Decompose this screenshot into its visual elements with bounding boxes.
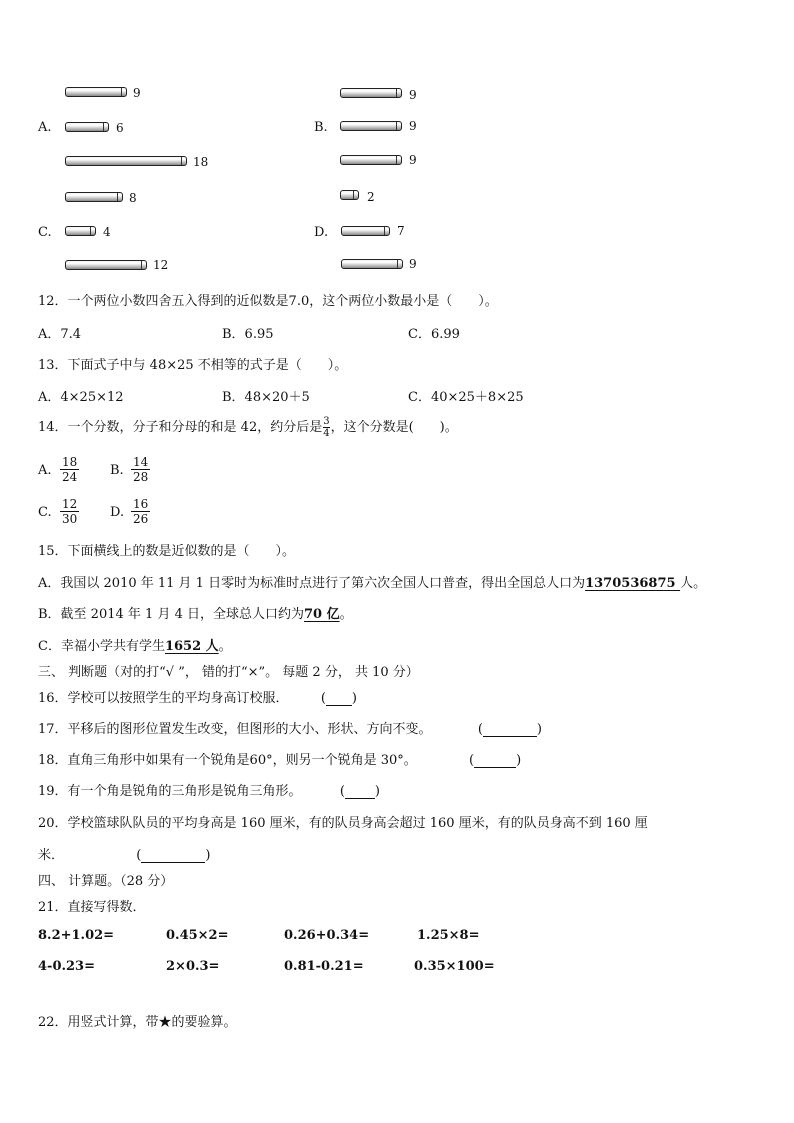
rod-a3 [65,156,187,166]
rod-a2-label: 6 [116,121,124,135]
q22-stem: 22．用竖式计算，带★的要验算。 [38,1015,237,1030]
q21-item-6: 2×0.3= [166,959,220,974]
rod-c3-label: 12 [153,258,169,272]
q14-stem [38,416,458,439]
rod-d2-label: 7 [397,224,405,238]
q12-stem: 12．一个两位小数四舍五入得到的近似数是7.0，这个两位小数最小是（ ）。 [38,294,498,309]
rod-c2 [65,226,96,236]
q17-answer-blank[interactable] [483,723,537,737]
q15-option-b: B．截至 2014 年 1 月 4 日，全球总人口约为70 亿。 [38,607,353,622]
rod-b3-label: 9 [409,153,417,167]
rod-d3 [341,259,403,269]
option-c-label: C. [38,225,52,240]
option-b-label: B. [314,120,328,135]
q12-option-b: B．6.95 [222,327,274,342]
q12-option-a: A．7.4 [38,327,82,342]
q14-option-c-fraction: $\frac{12}{30}$ [62,497,78,526]
section-4-heading: 四、 计算题。（28 分） [38,874,174,889]
rod-c1 [65,192,123,202]
q14-stem-fraction: $\frac{3}{4}$ [323,416,330,439]
rod-b1-label: 9 [409,88,417,102]
rod-c2-label: 4 [103,225,111,239]
rod-b2-label: 9 [409,119,417,133]
q14-option-a-fraction: $\frac{18}{24}$ [62,455,78,484]
q16: 16．学校可以按照学生的平均身高订校服． ( ) [38,691,357,706]
q13-option-a: A．4×25×12 [38,390,124,405]
q14-option-b-fraction: $\frac{14}{28}$ [133,455,149,484]
q15-option-c: C．幸福小学共有学生1652 人。 [38,639,232,654]
rod-b2 [340,121,402,131]
q14-option-a-label: A. [38,463,52,478]
q15-option-a: A．我国以 2010 年 11 月 1 日零时为标准时点进行了第六次全国人口普查，得出全国总人口为1370536875 人。 [38,576,707,591]
rod-d1 [340,190,359,200]
q21-item-7: 0.81-0.21= [284,959,364,974]
q21-item-1: 8.2+1.02= [38,928,115,943]
rod-d3-label: 9 [409,257,417,271]
q19: 19．有一个角是锐角的三角形是锐角三角形。 ( ) [38,784,380,799]
q21-item-3: 0.26+0.34= [284,928,370,943]
rod-a2 [65,122,109,132]
q14-option-b-label: B. [110,463,124,478]
q21-item-5: 4-0.23= [38,959,95,974]
q19-answer-blank[interactable] [345,785,375,799]
q14-stem-after: ，这个分数是( )。 [330,420,458,435]
q14-option-d-label: D. [110,505,125,520]
section-3-heading: 三、 判断题（对的打“√ ”， 错的打“×”。 每题 2 分， 共 10 分） [38,665,419,680]
q15-option-c-underlined: 1652 人 [164,639,219,654]
rod-d1-label: 2 [367,190,375,204]
rod-b1 [340,88,402,98]
q21-item-8: 0.35×100= [414,959,495,974]
q20-answer-blank[interactable] [141,849,205,863]
q21-item-4: 1.25×8= [417,928,480,943]
q16-answer-blank[interactable] [326,692,352,706]
q21-item-2: 0.45×2= [166,928,229,943]
q20-line-2: 米． ( ) [38,848,211,863]
q18-answer-blank[interactable] [474,754,516,768]
q15-option-a-underlined: 1370536875 [585,576,681,591]
q15-option-b-underlined: 70 亿 [303,607,340,622]
q15-stem: 15．下面横线上的数是近似数的是（ ）。 [38,544,296,559]
rod-a1-label: 9 [133,86,141,100]
q17: 17．平移后的图形位置发生改变，但图形的大小、形状、方向不变。 ( ) [38,722,542,737]
rod-b3 [340,155,402,165]
rod-a1 [65,87,127,97]
q13-option-b: B．48×20＋5 [222,390,310,405]
q21-stem: 21．直接写得数． [38,900,146,915]
rod-a3-label: 18 [193,155,209,169]
q18: 18．直角三角形中如果有一个锐角是60°，则另一个锐角是 30°。 ( ) [38,753,522,768]
rod-c1-label: 8 [129,191,137,205]
q13-stem: 13．下面式子中与 48×25 不相等的式子是（ ）。 [38,358,348,373]
q20-line-1: 20．学校篮球队队员的平均身高是 160 厘米，有的队员身高会超过 160 厘米，有的队员身高不到 160 厘 [38,816,648,831]
option-a-label: A. [38,120,52,135]
rod-d2 [341,226,390,236]
q12-option-c: C．6.99 [408,327,460,342]
q14-option-d-fraction: $\frac{16}{26}$ [133,497,149,526]
option-d-label: D. [314,225,329,240]
q13-option-c: C．40×25＋8×25 [408,390,524,405]
q14-option-c-label: C. [38,505,52,520]
q14-stem-before: 14．一个分数，分子和分母的和是 42，约分后是 [38,420,323,435]
rod-c3 [65,260,147,270]
